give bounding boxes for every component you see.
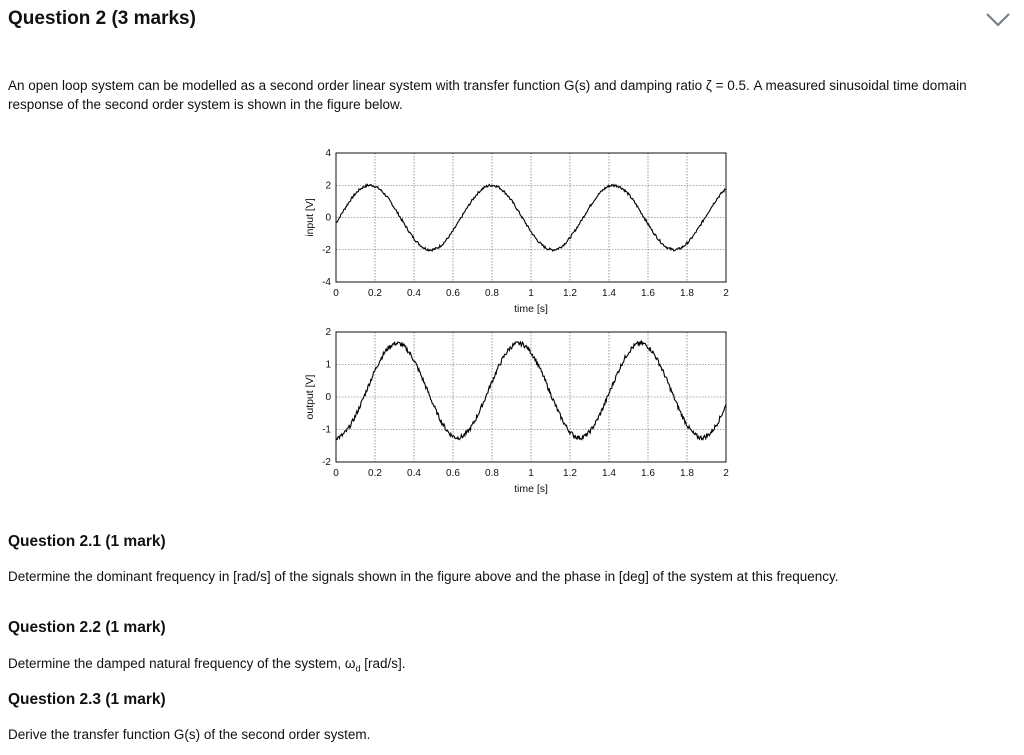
x-tick-label: 0.6 (446, 468, 460, 479)
x-tick-label: 1.4 (602, 288, 616, 299)
y-tick-label: -2 (322, 244, 331, 256)
y-axis-label: input [V] (304, 198, 316, 237)
q22-text-end: [rad/s]. (360, 656, 406, 671)
question-intro: An open loop system can be modelled as a second order linear system with transfer function G(s) and damping ratio ζ = 0.5. A measured sinusoidal time domain response of the second order system is shown in the figure below. (8, 78, 967, 112)
q22-title: Question 2.2 (1 mark) (8, 619, 166, 636)
x-tick-label: 0.2 (368, 288, 382, 299)
x-tick-label: 1.2 (563, 468, 577, 479)
y-tick-label: 2 (325, 327, 331, 338)
q22-subscript: d (355, 663, 361, 674)
x-tick-label: 1.6 (641, 468, 655, 479)
y-tick-label: 2 (325, 180, 331, 192)
x-tick-label: 2 (723, 288, 729, 299)
q21-title: Question 2.1 (1 mark) (8, 533, 166, 550)
y-tick-label: 0 (325, 392, 331, 403)
x-tick-label: 1.6 (641, 288, 655, 299)
q21-text: Determine the dominant frequency in [rad/s] of the signals shown in the figure above and the phase in [deg] of the system at this frequency. (8, 569, 839, 584)
q23-title: Question 2.3 (1 mark) (8, 691, 166, 708)
y-tick-label: 1 (325, 359, 331, 371)
q22-text (8, 656, 406, 674)
x-axis-label: time [s] (514, 483, 548, 495)
x-axis-label: time [s] (514, 303, 548, 315)
question-title: Question 2 (3 marks) (8, 8, 196, 29)
x-tick-label: 0.2 (368, 468, 382, 479)
y-tick-label: -2 (322, 457, 331, 468)
y-tick-label: 4 (325, 148, 331, 159)
x-tick-label: 1.4 (602, 468, 616, 479)
x-tick-label: 0.4 (407, 468, 421, 479)
y-tick-label: 0 (325, 212, 331, 224)
x-tick-label: 0 (333, 468, 339, 479)
x-tick-label: 0.6 (446, 288, 460, 299)
x-tick-label: 2 (723, 468, 729, 479)
q23-text: Derive the transfer function G(s) of the second order system. (8, 727, 371, 742)
x-tick-label: 1.8 (680, 288, 694, 299)
x-tick-label: 0.8 (485, 288, 499, 299)
x-tick-label: 0.4 (407, 288, 421, 299)
x-tick-label: 0 (333, 288, 339, 299)
y-tick-label: -1 (322, 424, 331, 436)
y-axis-label: output [V] (304, 374, 316, 420)
x-tick-label: 1.8 (680, 468, 694, 479)
q22-text-main: Determine the damped natural frequency of the system, ω (8, 656, 356, 671)
y-tick-label: -4 (322, 277, 331, 288)
x-tick-label: 1 (528, 468, 534, 479)
x-tick-label: 1.2 (563, 288, 577, 299)
x-tick-label: 0.8 (485, 468, 499, 479)
x-tick-label: 1 (528, 288, 534, 299)
